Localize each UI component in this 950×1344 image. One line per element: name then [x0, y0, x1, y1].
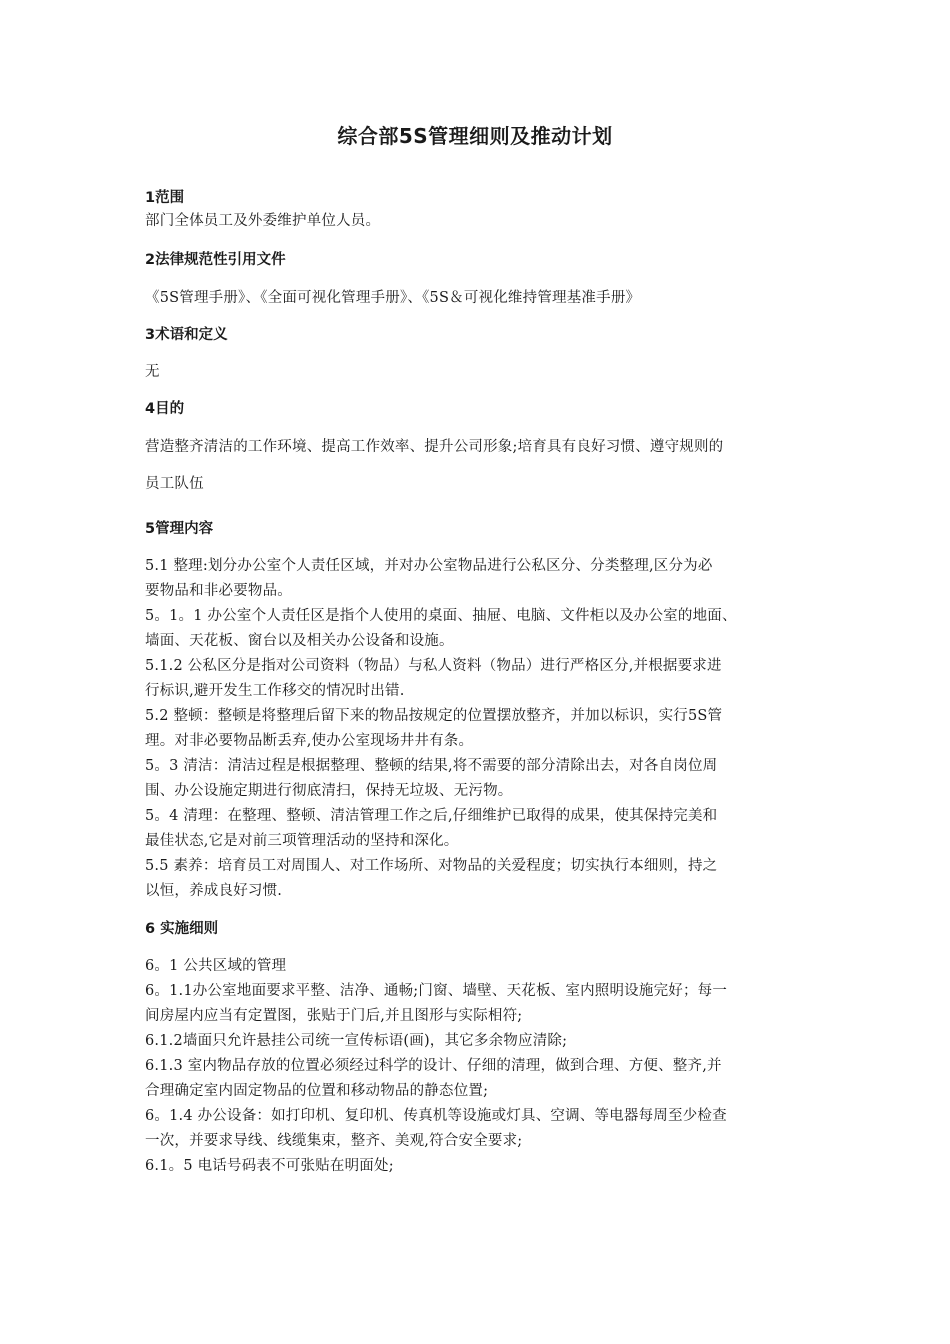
- section-5-line: 理。对非必要物品断丢弃,使办公室现场井井有条。: [145, 733, 474, 749]
- section-6-line: 6。1.1办公室地面要求平整、洁净、通畅;门窗、墙壁、天花板、室内照明设施完好；每一: [145, 983, 728, 999]
- section-3-heading: 3术语和定义: [145, 327, 228, 343]
- section-5-line: 最佳状态,它是对前三项管理活动的坚持和深化。: [145, 833, 459, 849]
- section-5-line: 要物品和非必要物品。: [145, 583, 292, 599]
- section-5-line: 5。1。1 办公室个人责任区是指个人使用的桌面、抽屉、电脑、文件柜以及办公室的地面、: [145, 608, 737, 624]
- section-1-heading: 1范围: [145, 190, 185, 206]
- section-5-line: 5.5 素养：培育员工对周围人、对工作场所、对物品的关爱程度；切实执行本细则，持之: [145, 858, 718, 874]
- section-6-line: 6。1.4 办公设备：如打印机、复印机、传真机等设施或灯具、空调、等电器每周至少检查: [145, 1108, 727, 1124]
- section-5-line: 5。4 清理：在整理、整顿、清洁管理工作之后,仔细维护已取得的成果，使其保持完美和: [145, 808, 718, 824]
- section-6-line: 一次，并要求导线、线缆集束，整齐、美观,符合安全要求;: [145, 1133, 523, 1149]
- section-5-line: 5.2 整顿：整顿是将整理后留下来的物品按规定的位置摆放整齐，并加以标识，实行5S管: [145, 708, 723, 724]
- section-1-body: 部门全体员工及外委维护单位人员。: [145, 213, 381, 229]
- section-6-line: 6.1。5 电话号码表不可张贴在明面处;: [145, 1158, 394, 1174]
- section-5-line: 墙面、天花板、窗台以及相关办公设备和设施。: [145, 633, 454, 649]
- section-5-line: 围、办公设施定期进行彻底清扫，保持无垃圾、无污物。: [145, 783, 513, 799]
- section-5-line: 以恒，养成良好习惯.: [145, 883, 283, 899]
- section-6-heading: 6 实施细则: [145, 921, 219, 937]
- section-5-line: 5。3 清洁：清洁过程是根据整理、整顿的结果,将不需要的部分清除出去，对各自岗位周: [145, 758, 718, 774]
- section-2-body: 《5S管理手册》、《全面可视化管理手册》、《5S＆可视化维持管理基准手册》: [145, 290, 641, 306]
- section-6-line: 合理确定室内固定物品的位置和移动物品的静态位置;: [145, 1083, 489, 1099]
- section-6-line: 6。1 公共区域的管理: [145, 958, 287, 974]
- section-6-line: 6.1.3 室内物品存放的位置必须经过科学的设计、仔细的清理，做到合理、方便、整齐,并: [145, 1058, 722, 1074]
- section-2-heading: 2法律规范性引用文件: [145, 252, 286, 268]
- section-4-line-1: 营造整齐清洁的工作环境、提高工作效率、提升公司形象;培育具有良好习惯、遵守规则的: [145, 439, 724, 455]
- section-4-line-2: 员工队伍: [145, 476, 204, 492]
- section-5-line: 5.1 整理:划分办公室个人责任区域，并对办公室物品进行公私区分、分类整理,区分为必: [145, 558, 713, 574]
- section-6-line: 间房屋内应当有定置图，张贴于门后,并且图形与实际相符;: [145, 1008, 523, 1024]
- section-4-heading: 4目的: [145, 401, 185, 417]
- section-5-line: 5.1.2 公私区分是指对公司资料（物品）与私人资料（物品）进行严格区分,并根据要求进: [145, 658, 722, 674]
- document-title: 综合部5S管理细则及推动计划: [337, 124, 613, 148]
- section-5-line: 行标识,避开发生工作移交的情况时出错.: [145, 683, 405, 699]
- section-5-heading: 5管理内容: [145, 521, 214, 537]
- section-6-line: 6.1.2墙面只允许悬挂公司统一宣传标语(画)，其它多余物应清除;: [145, 1033, 568, 1049]
- section-3-body: 无: [145, 364, 160, 380]
